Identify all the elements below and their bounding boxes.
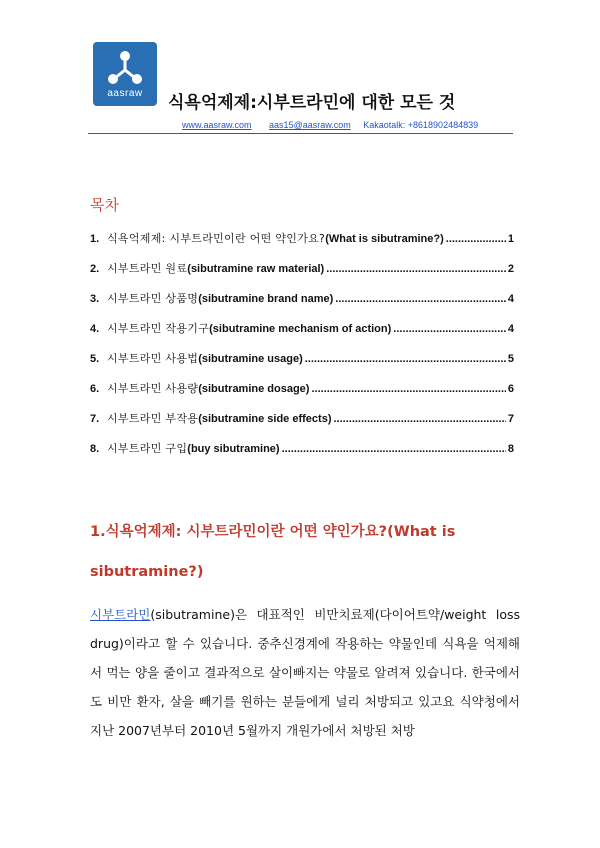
toc-leader-dots: [446, 233, 506, 245]
toc-item-page: 7: [507, 413, 514, 425]
toc-item-korean: 시부트라민 상품명: [107, 292, 199, 305]
logo-text: aasraw: [107, 88, 143, 99]
section-body-text: (sibutramine)은 대표적인 비만치료제(다이어트약/weight loss drug)이라고 할 수 있습니다. 중추신경계에 작용하는 약물인데 식욕을 억제해서 먹는 양을 줄이고 결과적으로 살이빠지는 약물로 알려져 있습니다. 한국에서도 비만 환자, 살을 빼기를 원하는 분들에게 널리 처방되고 있고요 식약청에서 지난 2007년부터 2010년 5월까지 개원가에서 처방된 처방: [90, 607, 520, 738]
toc-item[interactable]: [90, 290, 514, 320]
toc-item-korean: 시부트라민 작용기구: [107, 322, 210, 335]
toc-item-english: (sibutramine raw material): [187, 263, 325, 275]
kakao-contact: Kakaotalk: +8618902484839: [363, 120, 479, 130]
toc-item[interactable]: [90, 440, 514, 470]
section-heading: 1.식욕억제제: 시부트라민이란 어떤 약인가요?(What is sibutramine?): [90, 524, 456, 580]
toc-item[interactable]: [90, 410, 514, 440]
website-link[interactable]: www.aasraw.com: [182, 120, 252, 130]
toc-item-korean: 식욕억제제: 시부트라민이란 어떤 약인가요?: [107, 232, 326, 245]
contact-line: [182, 120, 478, 130]
toc-item-korean: 시부트라민 사용법: [107, 352, 199, 365]
toc-item-english: (What is sibutramine?): [325, 233, 444, 245]
toc-leader-dots: [335, 293, 506, 305]
toc-item-english: (sibutramine mechanism of action): [209, 323, 392, 335]
company-logo: [93, 42, 157, 106]
toc-item-number: 8.: [90, 443, 100, 455]
toc-leader-dots: [282, 443, 506, 455]
toc-item-page: 5: [507, 353, 514, 365]
toc-item-korean: 시부트라민 사용량: [107, 382, 199, 395]
toc-leader-dots: [393, 323, 506, 335]
toc-item-korean: 시부트라민 부작용: [107, 412, 199, 425]
toc-item-page: 1: [507, 233, 514, 245]
toc-item-number: 1.: [90, 233, 100, 245]
toc-item-number: 5.: [90, 353, 100, 365]
toc-item-korean: 시부트라민 구입: [107, 442, 188, 455]
toc-item-english: (buy sibutramine): [187, 443, 280, 455]
toc-item-number: 7.: [90, 413, 100, 425]
toc-item-english: (sibutramine dosage): [198, 383, 310, 395]
table-of-contents: [90, 230, 514, 470]
toc-leader-dots: [326, 263, 506, 275]
toc-item-english: (sibutramine brand name): [198, 293, 334, 305]
toc-item-page: 4: [507, 323, 514, 335]
toc-item-english: (sibutramine usage): [198, 353, 303, 365]
email-link[interactable]: aas15@aasraw.com: [269, 120, 351, 130]
toc-item-page: 2: [507, 263, 514, 275]
toc-item[interactable]: [90, 230, 514, 260]
toc-item-korean: 시부트라민 원료: [107, 262, 188, 275]
toc-item[interactable]: [90, 320, 514, 350]
document-title: 식욕억제제:시부트라민에 대한 모든 것: [168, 93, 456, 113]
header-divider: [88, 133, 513, 134]
sibutramine-link[interactable]: 시부트라민: [90, 607, 151, 622]
toc-item[interactable]: [90, 350, 514, 380]
toc-item-number: 6.: [90, 383, 100, 395]
toc-leader-dots: [305, 353, 506, 365]
toc-item[interactable]: [90, 380, 514, 410]
toc-item-number: 2.: [90, 263, 100, 275]
toc-item-page: 8: [507, 443, 514, 455]
toc-item-page: 4: [507, 293, 514, 305]
toc-heading: 목차: [90, 196, 119, 214]
toc-leader-dots: [311, 383, 505, 395]
toc-item-page: 6: [507, 383, 514, 395]
toc-item-number: 3.: [90, 293, 100, 305]
toc-item-number: 4.: [90, 323, 100, 335]
toc-item-english: (sibutramine side effects): [198, 413, 332, 425]
section-body: [90, 600, 520, 745]
toc-item[interactable]: [90, 260, 514, 290]
toc-leader-dots: [333, 413, 505, 425]
